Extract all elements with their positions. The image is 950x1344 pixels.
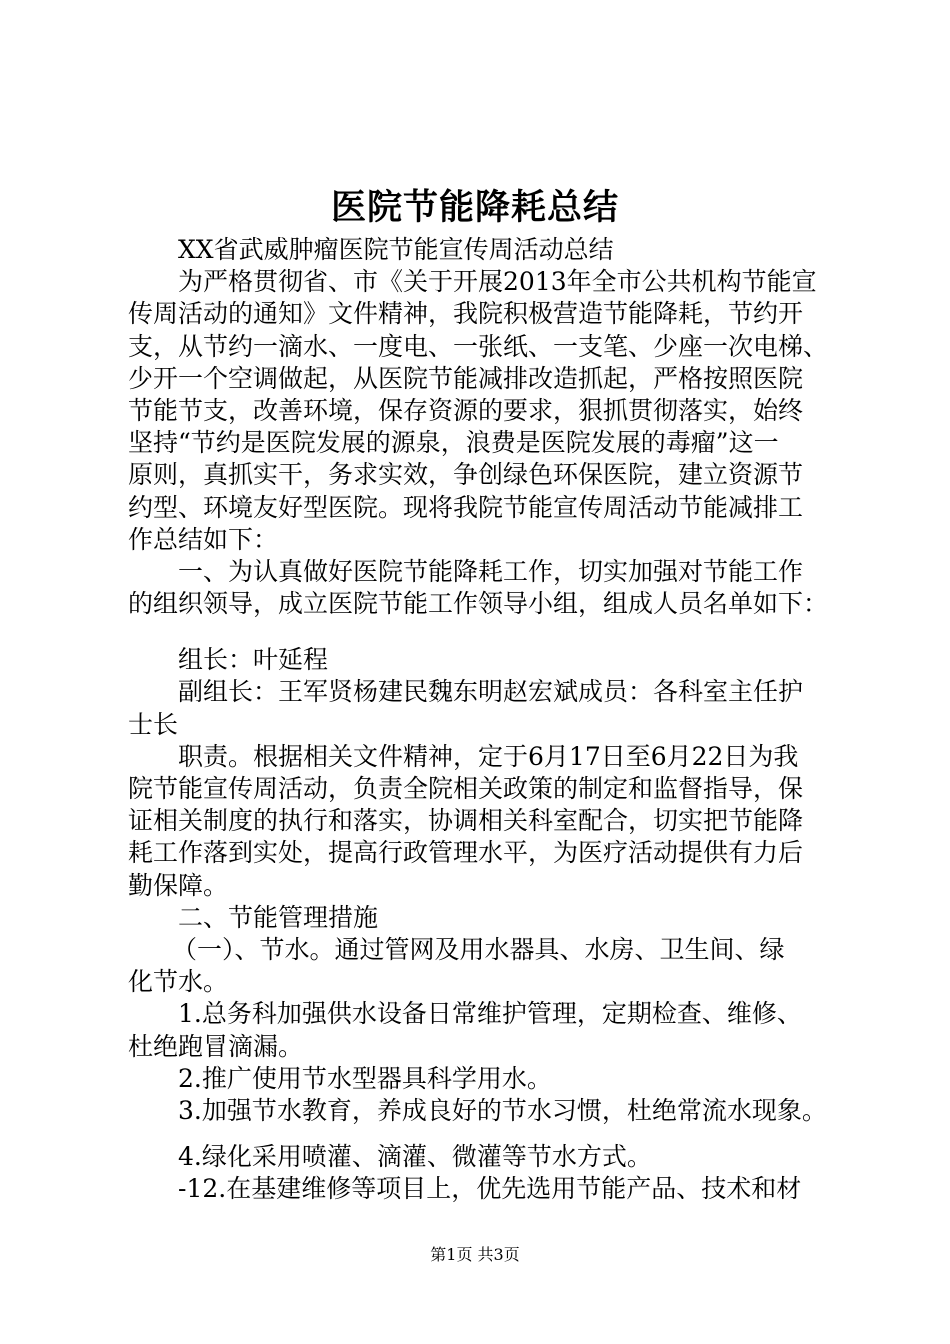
duty-line: 勤保障。 — [128, 870, 229, 900]
leader-line: 组长：叶延程 — [178, 645, 329, 675]
spacer — [128, 620, 833, 644]
list-item: 4.绿化采用喷灌、滴灌、微灌等节水方式。 — [178, 1142, 652, 1172]
paragraph-line: 为严格贯彻省、市《关于开展2013年全市公共机构节能宣 — [178, 267, 817, 297]
paragraph-line: 坚持“节约是医院发展的源泉，浪费是医院发展的毒瘤”这一 — [128, 428, 779, 458]
spacer — [128, 1127, 833, 1141]
page-number-footer: 第1页 共3页 — [430, 1245, 520, 1264]
section-line: 一、为认真做好医院节能降耗工作，切实加强对节能工作 — [178, 556, 804, 586]
paragraph-line: 作总结如下： — [128, 524, 279, 554]
document-title: 医院节能降耗总结 — [330, 187, 619, 228]
duty-line: 耗工作落到实处，提高行政管理水平，为医疗活动提供有力后 — [128, 838, 804, 868]
list-item: -12.在基建维修等项目上，优先选用节能产品、技术和材 — [178, 1174, 802, 1204]
duty-line: 职责。根据相关文件精神，定于6月17日至6月22日为我 — [178, 741, 799, 771]
document-body — [128, 234, 833, 1205]
paragraph-line: 约型、环境友好型医院。现将我院节能宣传周活动节能减排工 — [128, 492, 804, 522]
duty-line: 证相关制度的执行和落实，协调相关科室配合，切实把节能降 — [128, 806, 804, 836]
paragraph-line: 支，从节约一滴水、一度电、一张纸、一支笔、少座一次电梯、 — [128, 331, 829, 361]
duty-line: 院节能宣传周活动，负责全院相关政策的制定和监督指导，保 — [128, 774, 804, 803]
section-heading: 二、节能管理措施 — [178, 902, 379, 932]
deputy-leader-line: 士长 — [128, 709, 179, 739]
list-item: 杜绝跑冒滴漏。 — [128, 1031, 304, 1061]
section-line: 的组织领导，成立医院节能工作领导小组，组成人员名单如下： — [128, 589, 829, 619]
paragraph-line: 少开一个空调做起，从医院节能减排改造抓起，严格按照医院 — [128, 363, 804, 393]
subsection-line: 化节水。 — [128, 967, 229, 997]
subtitle-line: XX省武威肿瘤医院节能宣传周活动总结 — [178, 235, 614, 264]
paragraph-line: 传周活动的通知》文件精神，我院积极营造节能降耗，节约开 — [128, 299, 804, 329]
subsection-line: （一）、节水。通过管网及用水器具、水房、卫生间、绿 — [172, 934, 785, 964]
deputy-leader-line: 副组长：王军贤杨建民魏东明赵宏斌成员：各科室主任护 — [178, 677, 804, 707]
paragraph-line: 节能节支，改善环境，保存资源的要求，狠抓贯彻落实，始终 — [128, 395, 804, 425]
list-item: 2.推广使用节水型器具科学用水。 — [178, 1063, 552, 1093]
list-item: 3.加强节水教育，养成良好的节水习惯，杜绝常流水现象。 — [178, 1095, 827, 1125]
paragraph-line: 原则，真抓实干，务求实效，争创绿色环保医院，建立资源节 — [128, 460, 804, 490]
list-item: 1.总务科加强供水设备日常维护管理，定期检查、维修、 — [178, 999, 802, 1029]
